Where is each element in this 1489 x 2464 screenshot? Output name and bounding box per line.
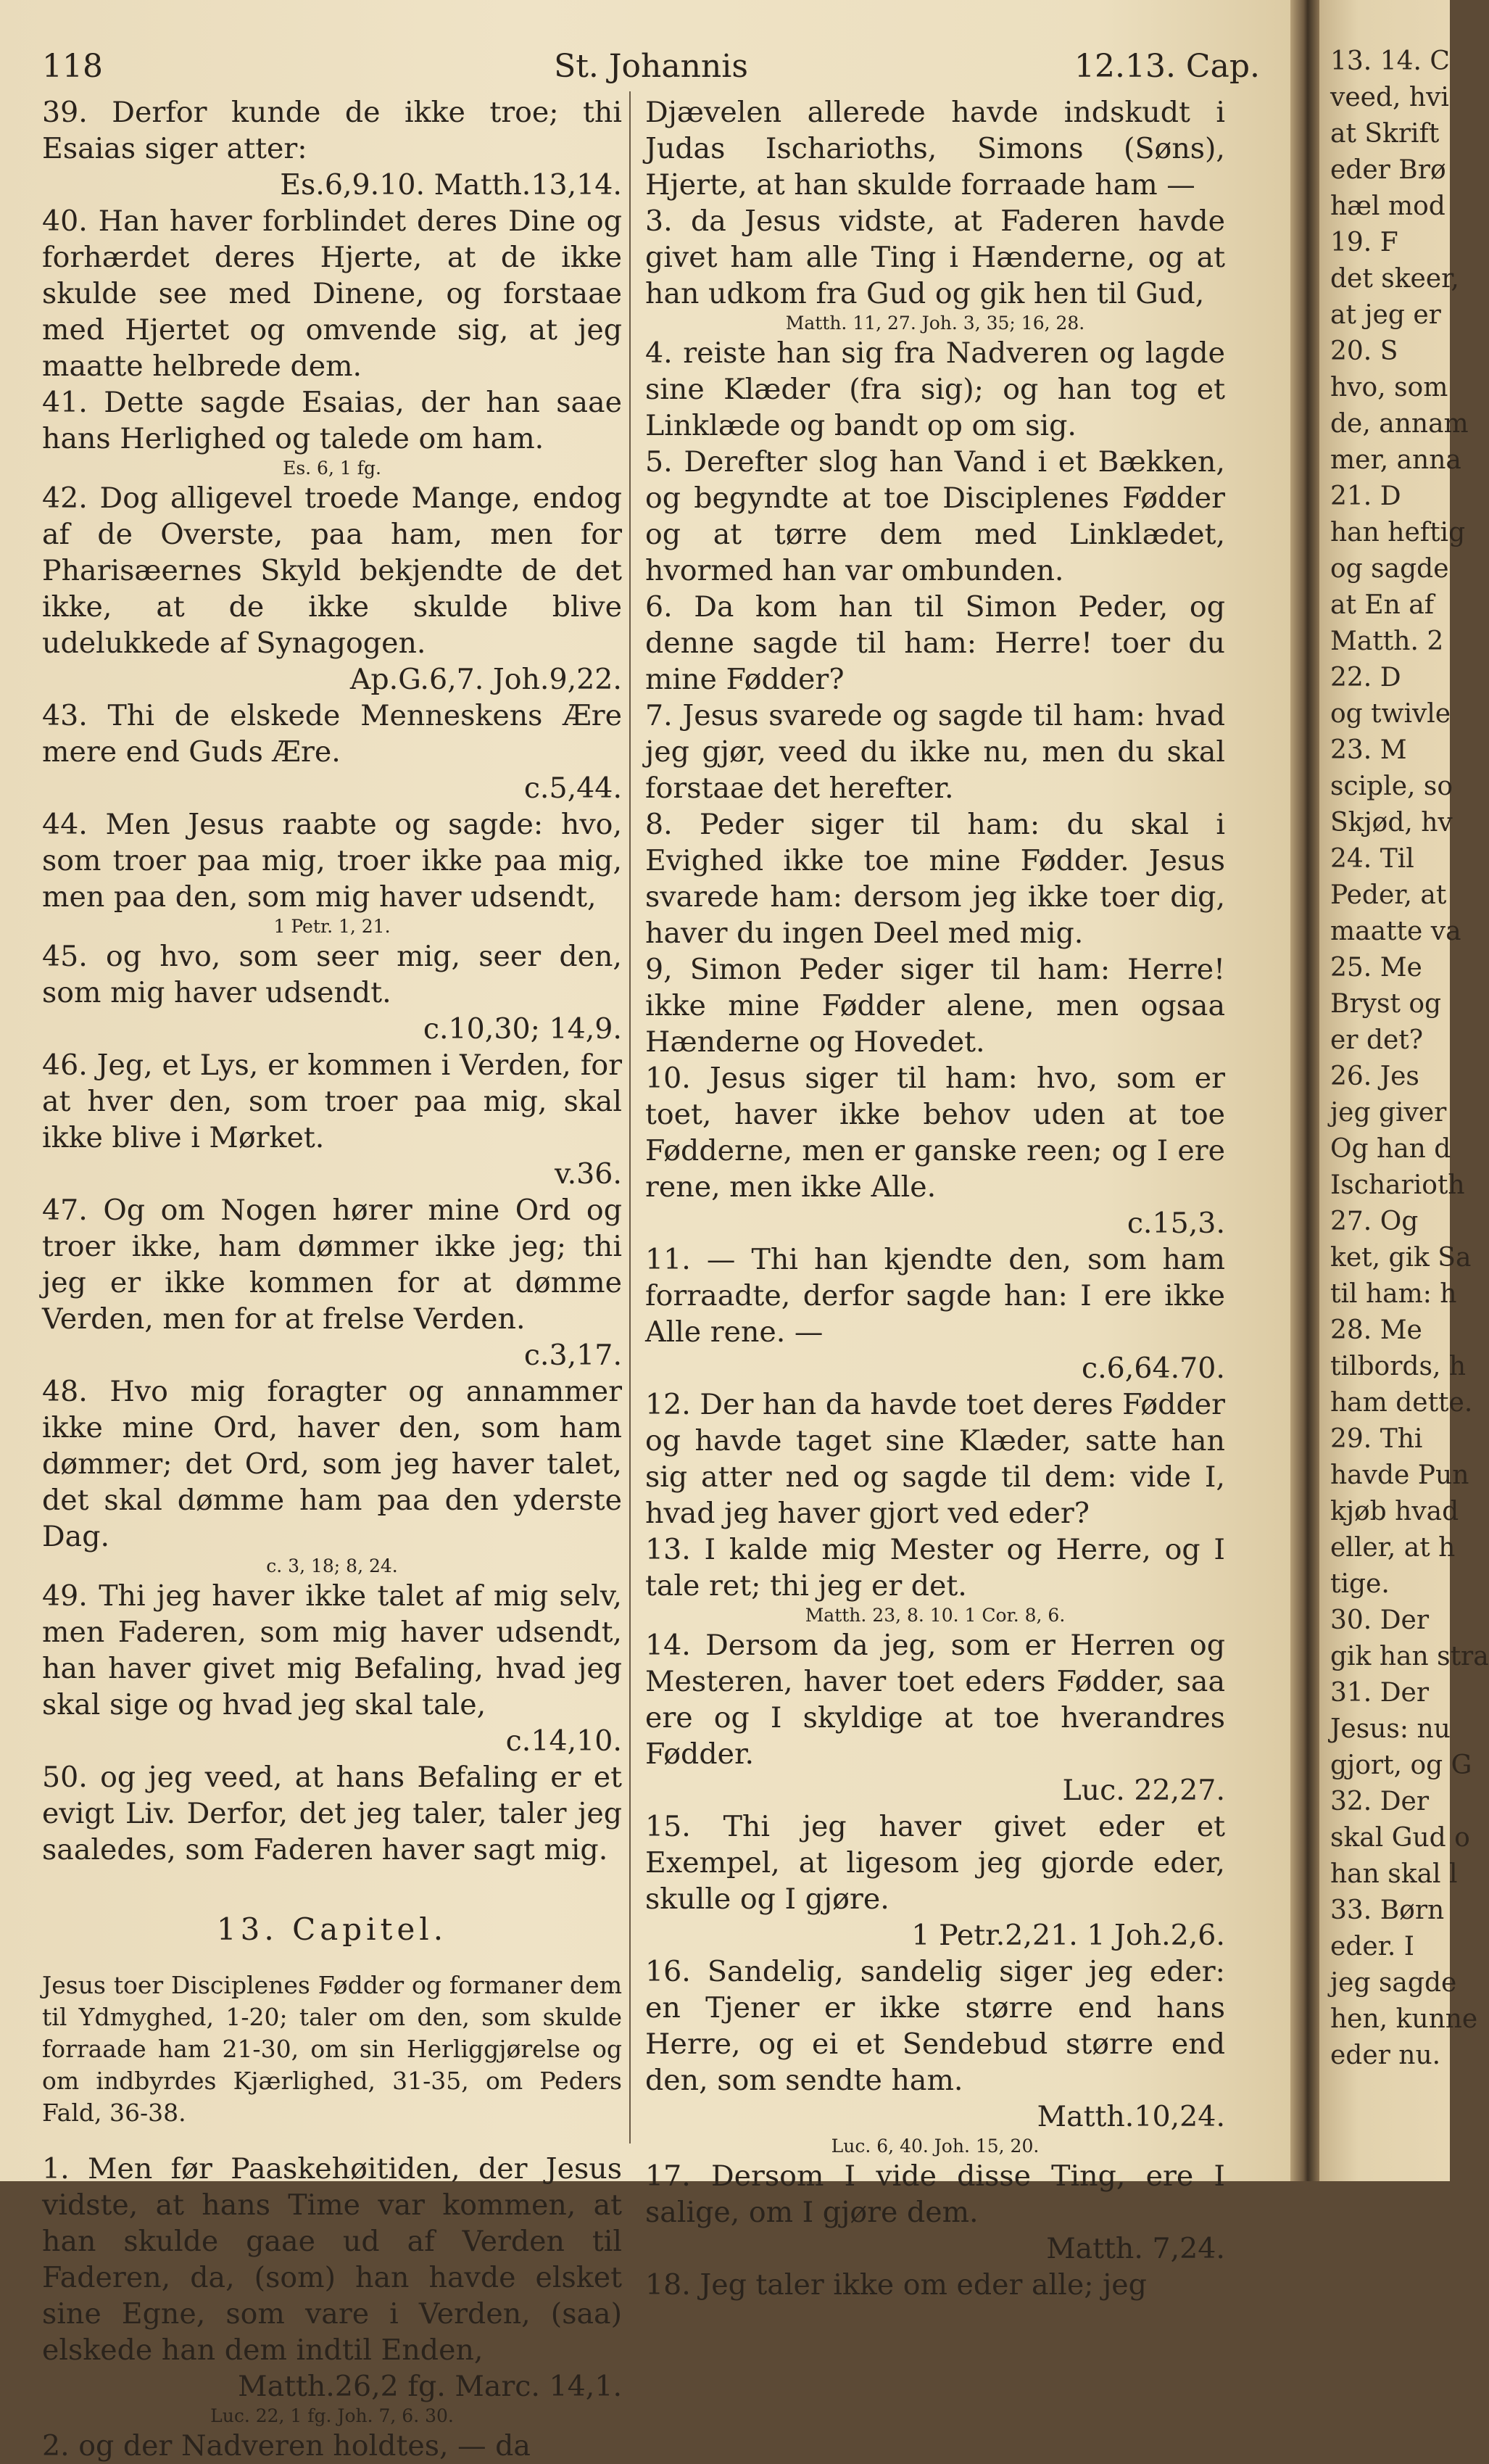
facing-page-line: mer, anna — [1330, 445, 1461, 475]
facing-page-line: er det? — [1330, 1025, 1424, 1055]
facing-page-line: jeg sagde — [1330, 1968, 1457, 1998]
facing-page-line: 29. Thi — [1330, 1424, 1423, 1454]
verse-reference: Es.6,9.10. Matth.13,14. — [280, 168, 622, 202]
facing-page-line: eller, at h — [1330, 1533, 1456, 1563]
facing-page-line: Peder, at — [1330, 880, 1447, 910]
verse-reference: 1 Petr.2,21. 1 Joh.2,6. — [911, 1919, 1225, 1952]
verse-text: 18. Jeg taler ikke om eder alle; jeg — [645, 2268, 1147, 2302]
cross-reference: Matth. 23, 8. 10. 1 Cor. 8, 6. — [805, 1605, 1066, 1626]
facing-page-line: Skjød, hv — [1330, 808, 1453, 838]
page-number: 118 — [42, 48, 103, 85]
verse-text: 4. reiste han sig fra Nadveren og lagde sine Klæder (fra sig); og han tog et Linklæde og bandt op om sig. — [645, 336, 1225, 442]
facing-page-line: kjøb hvad — [1330, 1497, 1459, 1526]
facing-page-line: Bryst og — [1330, 989, 1442, 1019]
verse — [42, 1373, 622, 1555]
verse — [42, 1578, 622, 1759]
facing-page-line: Matth. 2 — [1330, 627, 1444, 656]
facing-page-line: hvo, som — [1330, 373, 1448, 402]
verse — [645, 2267, 1225, 2303]
verse-text: 5. Derefter slog han Vand i et Bækken, og begyndte at toe Disciplenes Fødder og at tørre dem med Linklædet, hvormed han var ombunden. — [645, 445, 1225, 587]
chapter-title: 13. Capitel. — [216, 1911, 448, 1947]
facing-page-line: 21. D — [1330, 481, 1401, 511]
verse-text: Djævelen allerede havde indskudt i Judas Ischarioths, Simons (Søns), Hjerte, at han skulde forraade ham — — [645, 96, 1225, 202]
facing-page-line: at Skrift — [1330, 119, 1440, 149]
facing-page-line: 28. Me — [1330, 1315, 1422, 1345]
verse-text: 43. Thi de elskede Menneskens Ære mere end Guds Ære. — [42, 699, 622, 769]
verse-reference: Ap.G.6,7. Joh.9,22. — [349, 663, 622, 696]
cross-reference: Es. 6, 1 fg. — [283, 458, 381, 479]
verse — [645, 698, 1225, 806]
facing-page-line: Jesus: nu — [1330, 1714, 1451, 1744]
verse — [645, 1241, 1225, 1386]
verse-text: 45. og hvo, som seer mig, seer den, som mig haver udsendt. — [42, 940, 622, 1009]
right-column — [645, 94, 1225, 2303]
verse-text: 42. Dog alligevel troede Mange, endog af de Overste, paa ham, men for Pharisæernes Skyld bekjendte de det ikke, at de ikke skulde blive udelukkede af Synagogen. — [42, 481, 622, 660]
verse — [645, 94, 1225, 203]
facing-page-line: det skeer, — [1330, 264, 1459, 294]
facing-page-line: de, annam — [1330, 409, 1469, 439]
chapter-summary: Jesus toer Disciplenes Fødder og formaner dem til Ydmyghed, 1-20; taler om den, som skulde forraade ham 21-30, om sin Herliggjørelse og om indbyrdes Kjærlighed, 31-35, om Peders Fald, 36-38. — [42, 1971, 622, 2127]
verse — [645, 806, 1225, 951]
facing-page-line: og twivle — [1330, 699, 1451, 729]
verse — [42, 1047, 622, 1192]
verse — [645, 1808, 1225, 1954]
verse-text: 12. Der han da havde toet deres Fødder og havde taget sine Klæder, satte han sig atter ned og sagde til dem: vide I, hvad jeg haver gjort ved eder? — [645, 1388, 1225, 1530]
verse-text: 17. Dersom I vide disse Ting, ere I salige, om I gjøre dem. — [645, 2159, 1225, 2229]
facing-page-line: havde Pun — [1330, 1460, 1469, 1490]
verse-reference: c.6,64.70. — [1081, 1352, 1225, 1385]
facing-page-line: eder nu. — [1330, 2041, 1441, 2070]
facing-page-line: 27. Og — [1330, 1207, 1419, 1236]
facing-page-line: 19. F — [1330, 228, 1398, 257]
verse — [645, 2158, 1225, 2267]
verse-text: 13. I kalde mig Mester og Herre, og I tale ret; thi jeg er det. — [645, 1533, 1225, 1603]
verse — [42, 94, 622, 203]
page-header — [42, 48, 1260, 91]
facing-page-line: Ischarioth — [1330, 1170, 1465, 1200]
cross-reference: Matth. 11, 27. Joh. 3, 35; 16, 28. — [785, 313, 1085, 334]
facing-page-line: gik han stra — [1330, 1642, 1489, 1671]
facing-page-line: 33. Børn — [1330, 1895, 1445, 1925]
verse-text: 41. Dette sagde Esaias, der han saae hans Herlighed og talede om ham. — [42, 386, 622, 455]
facing-page-line: veed, hvi — [1330, 83, 1449, 112]
verse — [42, 1759, 622, 1868]
verse-text: 16. Sandelig, sandelig siger jeg eder: en Tjener er ikke større end hans Herre, og ei et Sendebud større end den, som sendte ham. — [645, 1955, 1225, 2097]
verse — [645, 1627, 1225, 1808]
verse-reference: c.14,10. — [505, 1724, 622, 1758]
verse — [42, 2151, 622, 2405]
left-column — [42, 94, 622, 2464]
verse-text: 9, Simon Peder siger til ham: Herre! ikke mine Fødder alene, men ogsaa Hænderne og Hovedet. — [645, 953, 1225, 1059]
cross-reference: c. 3, 18; 8, 24. — [266, 1555, 398, 1576]
verse-reference: c.15,3. — [1127, 1207, 1225, 1240]
facing-page-line: sciple, so — [1330, 772, 1453, 801]
verse-reference: Matth. 7,24. — [1046, 2232, 1225, 2265]
verse-text: 40. Han haver forblindet deres Dine og forhærdet deres Hjerte, at de ikke skulde see med Dinene, og forstaae med Hjertet og omvende sig, at jeg maatte helbrede dem. — [42, 204, 622, 383]
verse — [42, 938, 622, 1047]
facing-page-line: tilbords, h — [1330, 1352, 1467, 1381]
verse — [42, 2428, 622, 2464]
verse-text: 1. Men før Paaskehøitiden, der Jesus vidste, at hans Time var kommen, at han skulde gaae ud af Verden til Faderen, da, (som) han havde elsket sine Egne, som vare i Verden, (saa) elskede han dem indtil Enden, — [42, 2152, 622, 2367]
facing-page-line: ham dette. — [1330, 1388, 1473, 1418]
verse — [645, 1060, 1225, 1241]
verse-text: 2. og der Nadveren holdtes, — da — [42, 2429, 531, 2463]
verse-reference: c.5,44. — [523, 772, 622, 805]
verse — [645, 444, 1225, 589]
facing-page-line: 13. 14. C — [1330, 46, 1450, 76]
verse-text: 15. Thi jeg haver givet eder et Exempel, at ligesom jeg gjorde eder, skulle og I gjøre. — [645, 1810, 1225, 1916]
verse — [42, 480, 622, 698]
running-title: St. Johannis — [554, 48, 748, 85]
facing-page-line: at jeg er — [1330, 300, 1441, 330]
verse-reference: Matth.26,2 fg. Marc. 14,1. — [238, 2370, 622, 2403]
verse-reference: c.10,30; 14,9. — [423, 1012, 622, 1046]
facing-page-line: maatte va — [1330, 917, 1461, 946]
verse — [42, 384, 622, 457]
facing-page-line: 26. Jes — [1330, 1062, 1419, 1091]
cross-reference: Luc. 6, 40. Joh. 15, 20. — [831, 2136, 1040, 2157]
verse — [42, 698, 622, 806]
verse — [645, 1531, 1225, 1604]
verse — [645, 951, 1225, 1060]
verse-text: 11. — Thi han kjendte den, som ham forraadte, derfor sagde han: I ere ikke Alle rene. — — [645, 1243, 1225, 1349]
verse — [645, 1386, 1225, 1531]
facing-page-line: gjort, og G — [1330, 1750, 1472, 1780]
verse-reference: v.36. — [554, 1157, 622, 1191]
verse — [645, 1954, 1225, 2135]
verse-text: 39. Derfor kunde de ikke troe; thi Esaias siger atter: — [42, 96, 622, 165]
facing-page-line: hen, kunne — [1330, 2004, 1478, 2034]
facing-page-line: 25. Me — [1330, 953, 1422, 983]
verse-text: 46. Jeg, et Lys, er kommen i Verden, for at hver den, som troer paa mig, skal ikke blive i Mørket. — [42, 1049, 622, 1154]
facing-page-line: og sagde — [1330, 554, 1449, 584]
verse — [42, 203, 622, 384]
facing-page-line: han heftig — [1330, 518, 1466, 547]
verse — [42, 1192, 622, 1373]
facing-page-line: at En af — [1330, 590, 1435, 620]
facing-page-line: ket, gik Sa — [1330, 1243, 1472, 1273]
cross-reference: 1 Petr. 1, 21. — [273, 916, 391, 937]
verse-text: 47. Og om Nogen hører mine Ord og troer ikke, ham dømmer ikke jeg; thi jeg er ikke kommen for at dømme Verden, men for at frelse Verden. — [42, 1194, 622, 1336]
verse-text: 14. Dersom da jeg, som er Herren og Mesteren, haver toet eders Fødder, saa ere og I skyldige at toe hverandres Fødder. — [645, 1629, 1225, 1771]
verse-text: 8. Peder siger til ham: du skal i Evighed ikke toe mine Fødder. Jesus svarede ham: dersom jeg ikke toer dig, haver du ingen Deel med mig. — [645, 808, 1225, 950]
facing-page-line: tige. — [1330, 1569, 1390, 1599]
verse-reference: Luc. 22,27. — [1062, 1774, 1225, 1807]
verse-text: 7. Jesus svarede og sagde til ham: hvad jeg gjør, veed du ikke nu, men du skal forstaae det herefter. — [645, 699, 1225, 805]
verse-text: 6. Da kom han til Simon Peder, og denne sagde til ham: Herre! toer du mine Fødder? — [645, 590, 1225, 696]
facing-page-text — [1330, 44, 1489, 2074]
verse-text: 44. Men Jesus raabte og sagde: hvo, som troer paa mig, troer ikke paa mig, men paa den, som mig haver udsendt, — [42, 808, 622, 914]
verse-text: 10. Jesus siger til ham: hvo, som er toet, haver ikke behov uden at toe Fødderne, men er ganske reen; og I ere rene, men ikke Alle. — [645, 1062, 1225, 1204]
verse — [645, 335, 1225, 444]
verse — [645, 203, 1225, 312]
book-gutter — [1290, 0, 1319, 2181]
facing-page-line: skal Gud o — [1330, 1823, 1470, 1853]
facing-page-line: eder Brø — [1330, 155, 1446, 185]
cross-reference: Luc. 22, 1 fg. Joh. 7, 6. 30. — [210, 2405, 454, 2426]
verse-text: 3. da Jesus vidste, at Faderen havde givet ham alle Ting i Hænderne, og at han udkom fra Gud og gik hen til Gud, — [645, 204, 1225, 310]
facing-page-line: jeg giver — [1330, 1098, 1447, 1128]
verse — [42, 806, 622, 915]
facing-page-line: han skal l — [1330, 1859, 1458, 1889]
verse-text: 50. og jeg veed, at hans Befaling er et evigt Liv. Derfor, det jeg taler, taler jeg saaledes, som Faderen haver sagt mig. — [42, 1761, 622, 1866]
facing-page-line: 32. Der — [1330, 1787, 1430, 1816]
verse-text: 48. Hvo mig foragter og annammer ikke mine Ord, haver den, som ham dømmer; det Ord, som jeg haver talet, det skal dømme ham paa den yderste Dag. — [42, 1375, 622, 1553]
verse-reference: c.3,17. — [523, 1339, 622, 1372]
verse-text: 49. Thi jeg haver ikke talet af mig selv, men Faderen, som mig haver udsendt, han haver givet mig Befaling, hvad jeg skal sige og hvad jeg skal tale, — [42, 1579, 622, 1721]
facing-page-line: 24. Til — [1330, 844, 1414, 874]
column-divider — [629, 91, 631, 2143]
facing-page-line: 31. Der — [1330, 1678, 1430, 1708]
facing-page-line: eder. I — [1330, 1932, 1415, 1961]
chapter-reference: 12.13. Cap. — [1074, 48, 1260, 85]
facing-page-line: 30. Der — [1330, 1605, 1430, 1635]
facing-page-line: hæl mod — [1330, 191, 1446, 221]
facing-page-line: 22. D — [1330, 663, 1401, 693]
facing-page-line: Og han d — [1330, 1134, 1451, 1164]
verse-reference: Matth.10,24. — [1037, 2100, 1225, 2133]
verse — [645, 589, 1225, 698]
facing-page-line: 23. M — [1330, 735, 1407, 765]
facing-page-line: 20. S — [1330, 336, 1398, 366]
facing-page-line: til ham: h — [1330, 1279, 1457, 1309]
